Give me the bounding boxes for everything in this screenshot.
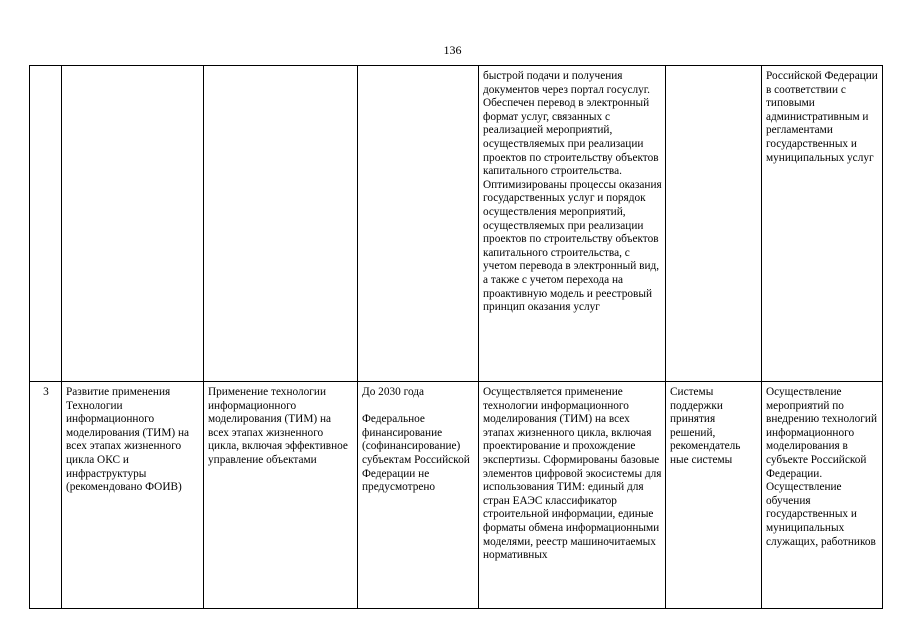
document-table <box>29 65 883 609</box>
regional-measures-cell <box>762 382 883 609</box>
expected-result: Осуществляется применение технологии информационного моделирования (ТИМ) на всех этапах жизненного цикла, включая проектирование и прохождение экспертизы. Сформированы базовые элементов цифровой экосистемы для использования ТИМ: единый для стран ЕАЭС классификатор строительной информации, единые форматы обмена информационными моделями, реестр машиночитаемых нормативных <box>483 386 662 562</box>
systems-cell <box>666 66 762 382</box>
measure-description-cell <box>204 382 358 609</box>
measure-description: Применение технологии информационного моделирования (ТИМ) на всех этапах жизненного цикла, включая эффективное управление объектами <box>208 386 348 466</box>
deadline-cell <box>358 382 479 609</box>
expected-result-cell <box>479 66 666 382</box>
page-number: 136 <box>443 43 462 57</box>
measure-description-cell <box>204 66 358 382</box>
measure-name-cell <box>62 66 204 382</box>
deadline-text: До 2030 года Федеральное финансирование (софинансирование) субъектам Российской Федерации не предусмотрено <box>362 386 470 494</box>
regional-measures-cell <box>762 66 883 382</box>
row-number-cell <box>30 382 62 609</box>
systems-text: Системы поддержки принятия решений, рекомендатель ные системы <box>670 386 741 466</box>
row-number: 3 <box>43 386 49 398</box>
table-row <box>30 382 883 609</box>
measure-name: Развитие применения Технологии информационного моделирования (ТИМ) на всех этапах жизненного цикла ОКС и инфраструктуры (рекомендовано ФОИВ) <box>66 386 190 494</box>
regional-measures: Российской Федерации в соответствии с типовыми административным и регламентами государственных и муниципальных услуг <box>766 70 878 164</box>
measure-name-cell <box>62 382 204 609</box>
expected-result: быстрой подачи и получения документов через портал госуслуг. Обеспечен перевод в электронный формат услуг, связанных с реализацией мероприятий, осуществляемых при реализации проектов по строительству объектов капитального строительства. Оптимизированы процессы оказания государственных услуг и порядок осуществления мероприятий, осуществляемых при реализации проектов по строительству объектов капитального строительства, с учетом перевода в электронный вид, а также с учетом перехода на проактивную модель и реестровый принцип оказания услуг <box>483 70 662 314</box>
table-row <box>30 66 883 382</box>
regional-measures: Осуществление мероприятий по внедрению технологий информационного моделирования в субъекте Российской Федерации. Осуществление обучения государственных и муниципальных служащих, работников <box>766 386 878 548</box>
expected-result-cell <box>479 382 666 609</box>
deadline-cell <box>358 66 479 382</box>
row-number-cell <box>30 66 62 382</box>
systems-cell <box>666 382 762 609</box>
